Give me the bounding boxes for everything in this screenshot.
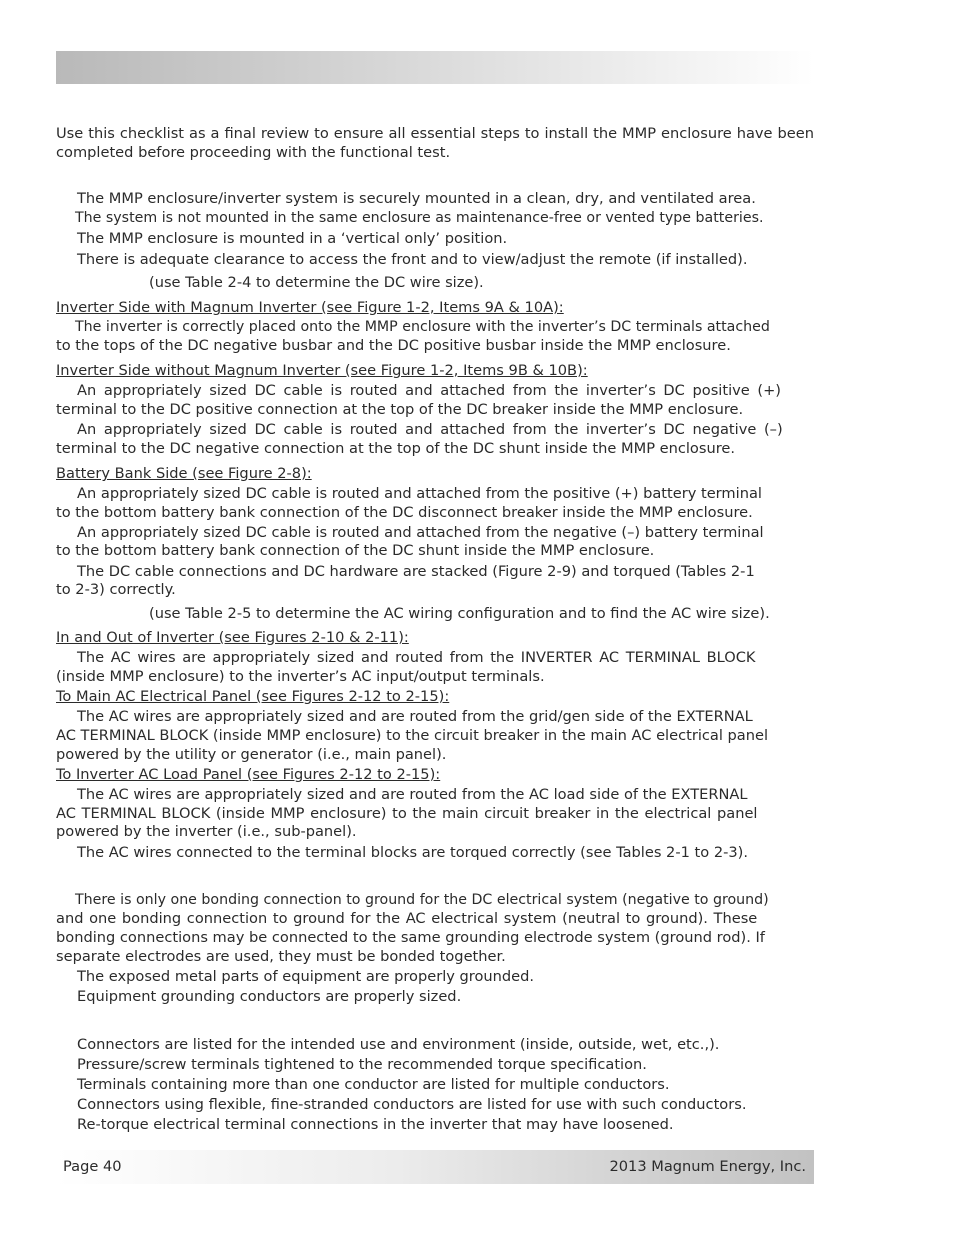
section-heading: Inverter Side with Magnum Inverter (see Figure 1-2, Items 9A & 10A):	[56, 299, 564, 316]
checklist-item: The system is not mounted in the same enclosure as maintenance-free or vented type batteries.	[75, 210, 764, 226]
checklist-item-continued: and one bonding connection to ground for the AC electrical system (neutral to ground). These	[56, 910, 758, 927]
checklist-item: An appropriately sized DC cable is routed and attached from the positive (+) battery terminal	[77, 485, 762, 502]
page-number: Page 40	[63, 1158, 122, 1175]
checklist-item: There is only one bonding connection to ground for the DC electrical system (negative to ground)	[75, 892, 769, 908]
checklist-item-continued: bonding connections may be connected to the same grounding electrode system (ground rod). If	[56, 929, 765, 946]
header-bar	[56, 51, 814, 84]
section-heading: In and Out of Inverter (see Figures 2-10 & 2-11):	[56, 629, 409, 646]
section-heading: To Inverter AC Load Panel (see Figures 2-12 to 2-15):	[56, 766, 441, 783]
checklist-item: Re-torque electrical terminal connections in the inverter that may have loosened.	[77, 1116, 674, 1133]
checklist-item: Terminals containing more than one conductor are listed for multiple conductors.	[77, 1076, 670, 1093]
checklist-item: Pressure/screw terminals tightened to the recommended torque specification.	[77, 1056, 647, 1073]
checklist-item-continued: (inside MMP enclosure) to the inverter’s AC input/output terminals.	[56, 668, 545, 685]
checklist-item-continued: AC TERMINAL BLOCK (inside MMP enclosure) to the main circuit breaker in the electrical panel	[56, 805, 758, 822]
checklist-item: The inverter is correctly placed onto the MMP enclosure with the inverter’s DC terminals attached	[75, 319, 770, 335]
checklist-item: Connectors using flexible, fine-stranded conductors are listed for use with such conductors.	[77, 1096, 747, 1113]
section-heading: Inverter Side without Magnum Inverter (see Figure 1-2, Items 9B & 10B):	[56, 362, 588, 379]
checklist-item: The exposed metal parts of equipment are properly grounded.	[77, 968, 535, 985]
checklist-item: The AC wires are appropriately sized and are routed from the grid/gen side of the EXTERNAL	[77, 708, 753, 725]
checklist-item-continued: to the tops of the DC negative busbar and the DC positive busbar inside the MMP enclosure.	[56, 337, 731, 354]
checklist-item: An appropriately sized DC cable is routed and attached from the inverter’s DC negative (–)	[77, 421, 783, 438]
dc-wiring-note: (use Table 2-4 to determine the DC wire size).	[149, 274, 484, 291]
checklist-item: The DC cable connections and DC hardware are stacked (Figure 2-9) and torqued (Tables 2-1	[77, 563, 755, 580]
ac-wiring-note: (use Table 2-5 to determine the AC wiring configuration and to find the AC wire size).	[149, 605, 770, 622]
intro-paragraph: Use this checklist as a final review to ensure all essential steps to install the MMP enclosure have been completed before proceeding with the functional test.	[56, 125, 814, 161]
checklist-item-continued: to the bottom battery bank connection of the DC disconnect breaker inside the MMP enclosure.	[56, 504, 753, 521]
checklist-item: The AC wires are appropriately sized and routed from the INVERTER AC TERMINAL BLOCK	[77, 649, 756, 666]
checklist-item-continued: powered by the inverter (i.e., sub-panel).	[56, 823, 357, 840]
checklist-item-continued: AC TERMINAL BLOCK (inside MMP enclosure) to the circuit breaker in the main AC electrical panel	[56, 727, 769, 744]
checklist-item: An appropriately sized DC cable is routed and attached from the inverter’s DC positive (+)	[77, 382, 781, 399]
checklist-item-continued: terminal to the DC negative connection at the top of the DC shunt inside the MMP enclosure.	[56, 440, 736, 457]
section-heading: To Main AC Electrical Panel (see Figures 2-12 to 2-15):	[56, 688, 450, 705]
checklist-item: Connectors are listed for the intended use and environment (inside, outside, wet, etc.,).	[77, 1036, 720, 1053]
checklist-item: The AC wires connected to the terminal blocks are torqued correctly (see Tables 2-1 to 2-3).	[77, 844, 748, 861]
checklist-item: The AC wires are appropriately sized and are routed from the AC load side of the EXTERNAL	[77, 786, 748, 803]
checklist-item: There is adequate clearance to access the front and to view/adjust the remote (if installed).	[77, 251, 748, 268]
checklist-item-continued: terminal to the DC positive connection at the top of the DC breaker inside the MMP enclosure.	[56, 401, 744, 418]
checklist-item-continued: separate electrodes are used, they must be bonded together.	[56, 948, 506, 965]
copyright: 2013 Magnum Energy, Inc.	[609, 1158, 806, 1175]
checklist-item-continued: to the bottom battery bank connection of the DC shunt inside the MMP enclosure.	[56, 542, 655, 559]
checklist-item: An appropriately sized DC cable is routed and attached from the negative (–) battery terminal	[77, 524, 764, 541]
checklist-item-continued: powered by the utility or generator (i.e., main panel).	[56, 746, 447, 763]
checklist-item-continued: to 2-3) correctly.	[56, 581, 176, 598]
checklist-item: The MMP enclosure is mounted in a ‘vertical only’ position.	[77, 230, 508, 247]
section-heading: Battery Bank Side (see Figure 2-8):	[56, 465, 312, 482]
checklist-item: The MMP enclosure/inverter system is securely mounted in a clean, dry, and ventilated area.	[77, 190, 756, 207]
checklist-item: Equipment grounding conductors are properly sized.	[77, 988, 462, 1005]
